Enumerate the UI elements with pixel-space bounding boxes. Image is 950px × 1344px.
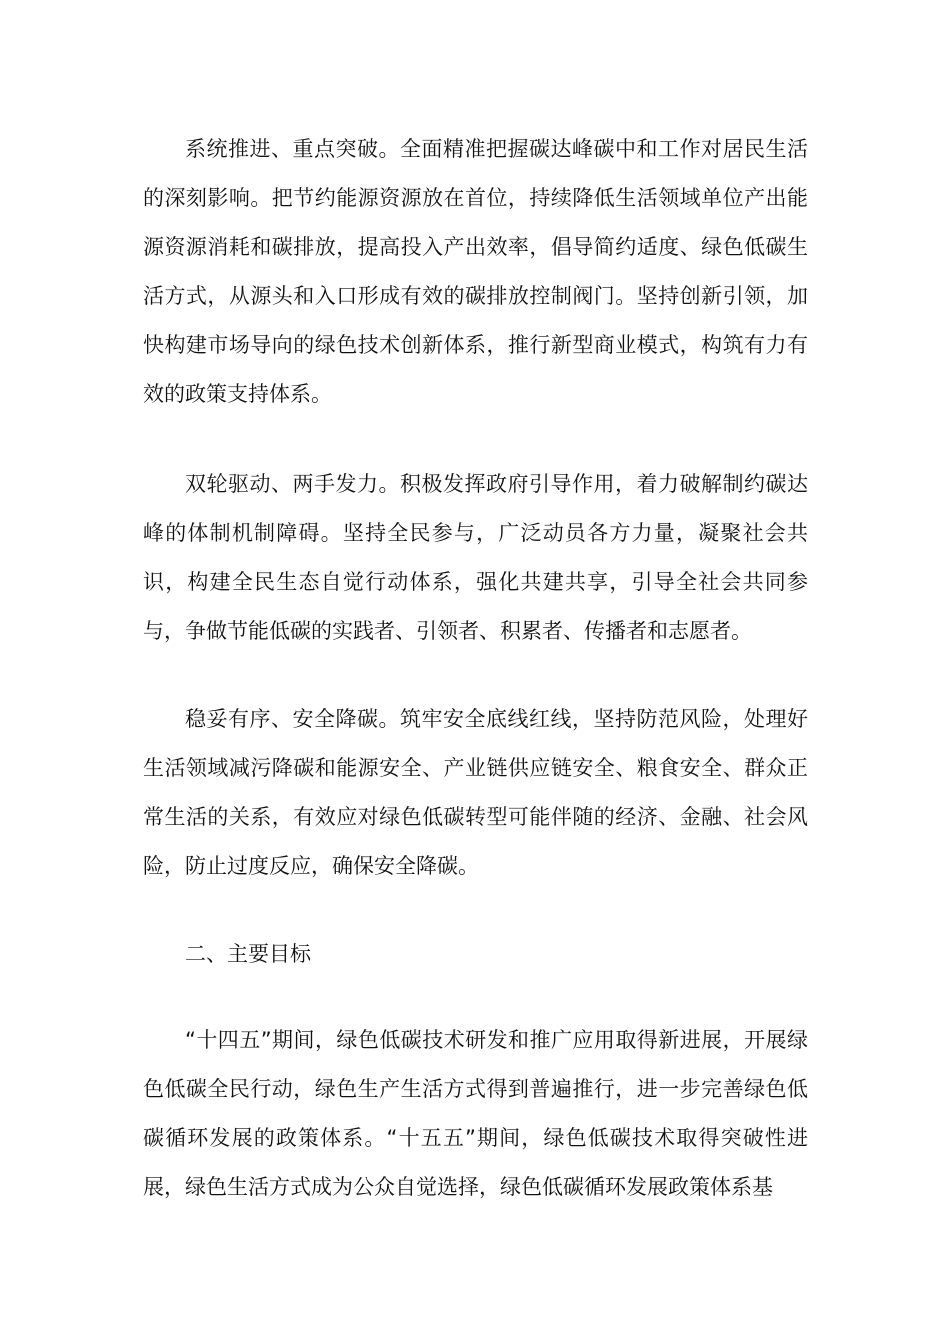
section-heading-main-goals: 二、主要目标	[185, 942, 311, 966]
paragraph-dual-drive: 双轮驱动、两手发力。积极发挥政府引导作用，着力破解制约碳达峰的体制机制障碍。坚持全民参与，广泛动员各方力量，凝聚社会共识，构建全民生态自觉行动体系，强化共建共享，引导全社会共同参与，争做节能低碳的实践者、引领者、积累者、传播者和志愿者。	[143, 472, 808, 643]
paragraph-systematic-advancement: 系统推进、重点突破。全面精准把握碳达峰碳中和工作对居民生活的深刻影响。把节约能源资源放在首位，持续降低生活领域单位产出能源资源消耗和碳排放，提高投入产出效率，倡导简约适度、绿色低碳生活方式，从源头和入口形成有效的碳排放控制阀门。坚持创新引领，加快构建市场导向的绿色技术创新体系，推行新型商业模式，构筑有力有效的政策支持体系。	[143, 137, 808, 406]
paragraph-goals-five-year-plans: “十四五”期间，绿色低碳技术研发和推广应用取得新进展，开展绿色低碳全民行动，绿色生产生活方式得到普遍推行，进一步完善绿色低碳循环发展的政策体系。“十五五”期间，绿色低碳技术取得突破性进展，绿色生活方式成为公众自觉选择，绿色低碳循环发展政策体系基	[143, 1028, 808, 1199]
paragraph-safe-carbon-reduction: 稳妥有序、安全降碳。筑牢安全底线红线，坚持防范风险，处理好生活领域减污降碳和能源安全、产业链供应链安全、粮食安全、群众正常生活的关系，有效应对绿色低碳转型可能伴随的经济、金融、社会风险，防止过度反应，确保安全降碳。	[143, 707, 808, 878]
